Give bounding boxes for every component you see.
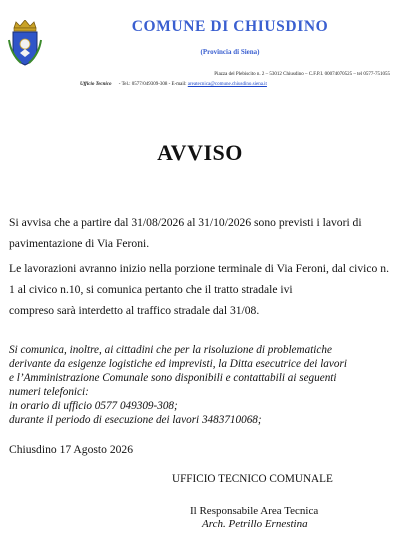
paragraph-1-text: Si avvisa che a partire dal 31/08/2026 al 31/10/2026 sono previsti i lavori di [9,216,362,229]
italic-line: e l’Amministrazione Comunale sono disponibili e contattabili ai seguenti [9,372,337,385]
org-name: COMUNE DI CHIUSDINO [131,18,329,35]
paragraph-2 [9,258,389,321]
paragraph-1 [9,212,389,254]
italic-line: numeri telefonici: [9,386,89,399]
paragraph-2-last: compreso sarà interdetto al traffico stradale dal 31/08. [9,304,260,317]
italic-line: derivante da esigenze logistiche ed imprevisti, la Ditta esecutrice dei lavori [9,358,347,371]
contact-line [80,82,380,87]
italic-line: durante il periodo di esecuzione dei lavori 3483710068; [9,414,262,427]
italic-line: Si comunica, inoltre, ai cittadini che per la risoluzione di problematiche [9,344,332,356]
signature-role: Il Responsabile Area Tecnica [190,505,319,517]
municipal-crest-icon [8,20,42,66]
paragraph-1-last: pavimentazione di Via Feroni. [9,237,150,250]
contacts-text: - Tel.: 0577/049309-308 - E-mail: [118,82,187,87]
place-date: Chiusdino 17 Agosto 2026 [9,443,134,456]
office-label: Ufficio Tecnico [80,82,112,87]
address-line: Piazza del Plebiscito n. 2 – 53012 Chiusdino – C.F.P.I. 00074070525 – tel 0577-751055 [214,72,390,77]
notice-title: AVVISO [157,140,243,165]
signature-name: Arch. Petrillo Ernestina [202,518,308,530]
paragraph-2-text: Le lavorazioni avranno inizio nella porzione terminale di Via Feroni, dal civico n. 1 al civico n.10, si comunica pertanto che il tratto stradale ivi [9,262,389,296]
province-label: (Provincia di Siena) [200,48,260,56]
signature-office: UFFICIO TECNICO COMUNALE [172,473,333,485]
italic-line: in orario di ufficio 0577 049309-308; [9,400,178,413]
email-link[interactable]: areatecnica@comune.chiusdino.siena.it [187,82,267,87]
contact-notice [9,343,390,428]
